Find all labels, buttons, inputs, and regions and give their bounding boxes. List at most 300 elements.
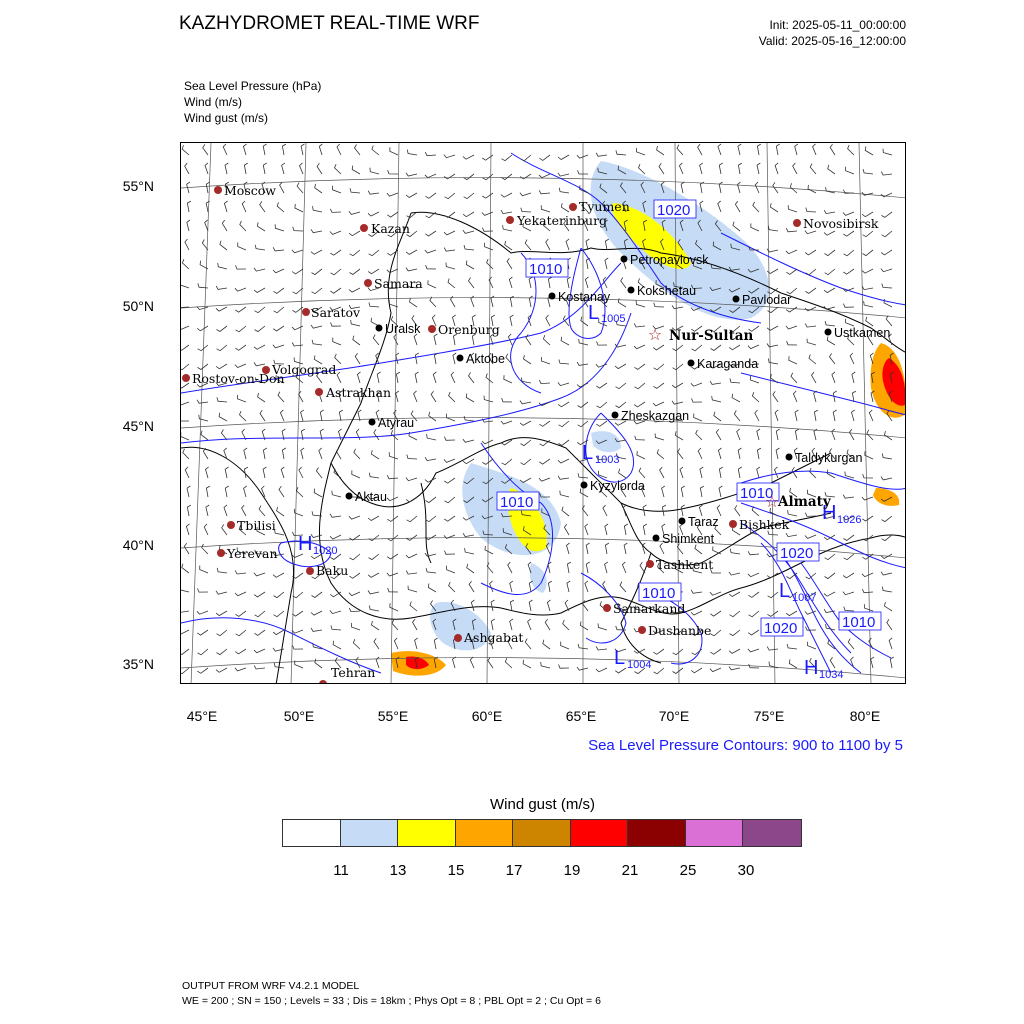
wind-barb [881,212,892,217]
wind-barb [330,288,341,293]
wind-barb [469,372,475,383]
contour-label: 1020 [764,620,798,637]
wind-barb [700,163,703,174]
wind-barb [509,277,512,288]
wind-barb [220,241,227,250]
city-almaty: Almaty [778,494,831,510]
wind-barb [224,505,227,516]
high-marker: H [298,533,313,555]
wind-barb [225,467,228,478]
wind-barb [605,524,608,535]
wind-barb [776,429,779,440]
wind-barb [621,277,626,288]
wind-barb [882,231,892,237]
wind-barb [293,288,303,294]
wind-barb [242,505,246,516]
wind-barb [732,394,740,402]
wind-barb [275,529,285,535]
wind-barb [275,224,284,231]
wind-barb [216,286,227,290]
wind-barb [282,163,285,174]
wind-barb [200,566,208,574]
wind-barb [355,145,361,156]
wind-barb [352,470,360,478]
wind-barb [297,183,303,193]
wind-barb [407,150,417,155]
wind-barb [301,144,304,155]
wind-barb [826,624,835,630]
wind-barb [672,383,683,388]
wind-barb [198,345,208,351]
wind-barb [297,487,304,497]
wind-barb [182,564,189,573]
wind-barb [292,269,303,274]
wind-barb [350,554,360,560]
wind-barb [672,401,683,404]
wind-barb [824,306,835,309]
wind-barb [368,591,379,594]
wind-barb [698,448,702,459]
wind-barb [465,548,474,554]
wind-barb [776,448,779,459]
wind-barb [197,326,208,331]
wind-barb [843,269,854,274]
wind-barb [337,372,341,383]
contour-label: 1020 [657,202,691,219]
wind-barb [698,144,702,155]
wind-barb [504,375,512,383]
wind-barb [387,193,398,196]
low-value: 1005 [601,313,626,325]
city-dushanbe: Dushanbe [648,623,712,638]
wind-barb [466,394,474,403]
wind-barb [719,163,722,174]
footer-model: OUTPUT FROM WRF V4.2.1 MODEL [182,980,360,992]
wind-barb [242,201,246,212]
city-tyumen: Tyumen [579,199,630,214]
wind-barb [767,647,778,651]
wind-barb [254,345,265,349]
wind-barb [254,649,265,653]
wind-barb [558,459,569,463]
wind-barb [757,448,761,459]
wind-barb [826,187,835,193]
wind-barb [292,250,303,253]
wind-barb [635,436,645,440]
wind-barb [539,380,550,384]
wind-barb [635,383,645,389]
lat-label-35: 35°N [122,656,154,672]
wind-barb [484,396,493,402]
wind-barb [182,145,189,155]
wind-barb [890,657,893,668]
wind-barb [716,429,721,440]
city-kokshetau: Kokshetau [637,284,697,298]
wind-barb [222,220,227,231]
wind-barb [615,364,626,369]
wind-barb [832,372,835,383]
wind-barb [863,474,873,478]
wind-barb [390,603,398,611]
wind-barb [426,497,437,503]
wind-barb [244,486,247,497]
wind-barb [559,360,569,365]
wind-barb [738,448,741,459]
wind-barb [406,535,417,540]
wind-barb [846,167,854,174]
wind-barb [281,467,284,478]
wind-barb [510,315,513,326]
wind-barb [349,516,360,519]
wind-barb [605,258,608,269]
legend-swatch [283,820,341,846]
legend-tick: 30 [737,862,755,879]
lon-label-50: 50°E [283,708,315,724]
wind-barb [616,402,627,408]
wind-barb [240,221,246,231]
wind-barb [501,421,512,424]
wind-barb [653,649,664,654]
wind-barb [332,491,341,497]
wind-barb [862,269,873,273]
wind-barb [368,573,379,577]
lat-label-50: 50°N [122,298,154,314]
wind-barb [598,623,607,630]
wind-barb [449,392,455,402]
city-shimkent: Shimkent [662,532,715,546]
wind-barb [350,269,361,275]
wind-barb [387,475,398,479]
wind-barb [339,410,342,421]
low-marker: L [779,580,791,602]
init-time: Init: 2025-05-11_00:00:00 [769,18,906,32]
wind-barb [217,345,227,351]
wind-barb [182,259,189,269]
wind-barb [757,144,760,155]
wind-barb [882,284,892,288]
wind-barb [425,250,436,253]
wind-barb [786,611,797,616]
wind-barb [640,562,645,573]
wind-barb [637,451,645,459]
city-uralsk: Uralsk [385,322,421,336]
high-marker: H [822,502,837,524]
wind-barb [444,155,455,158]
wind-barb [453,353,456,364]
wind-barb [825,269,835,275]
wind-barb [387,212,398,217]
field-label-wind: Wind (m/s) [184,95,242,109]
wind-barb [733,222,740,231]
wind-barb [254,592,265,597]
wind-barb [660,467,664,478]
legend-swatch [513,820,571,846]
wind-barb [254,630,265,635]
wind-barb [235,345,246,350]
wind-barb [389,452,398,459]
wind-barb [198,649,208,655]
city-baku: Baku [316,563,349,578]
wind-barb [546,239,550,250]
wind-barb [539,459,550,464]
wind-barb [548,277,552,288]
wind-barb [448,279,455,289]
wind-barb [748,345,759,349]
wind-barb [330,250,341,255]
wind-barb [501,210,512,213]
wind-barb [596,421,607,426]
city-ustkamen: Ustkamen [834,326,891,340]
city-moscow: Moscow [224,183,276,198]
wind-barb [814,410,817,421]
wind-barb [521,378,531,384]
wind-barb [295,204,303,212]
wind-barb [775,163,778,174]
wind-barb [490,581,493,592]
wind-barb [596,364,607,367]
city-volgograd: Volgograd [272,362,337,377]
wind-barb [710,649,721,654]
wind-barb [805,324,816,328]
wind-barb [634,323,645,327]
wind-barb [639,164,646,174]
wind-barb [387,250,398,255]
wind-barb [757,163,760,174]
city-kostanay: Kostanay [558,290,611,304]
wind-barb [445,497,455,503]
wind-barb [282,448,285,459]
wind-barb [844,554,854,560]
wind-barb [510,619,513,630]
wind-barb [561,337,569,345]
wind-barb [483,174,493,180]
wind-barb [181,304,189,308]
city-aktau: Aktau [355,490,387,504]
wind-barb [580,621,588,630]
city-taraz: Taraz [688,515,719,529]
wind-barb [634,345,645,349]
high-value: 1034 [819,669,844,681]
legend-swatch [456,820,514,846]
wind-barb [353,336,360,345]
wind-barb [881,172,892,176]
wind-barb [805,288,816,293]
wind-barb [805,535,816,538]
wind-barb [463,212,474,217]
wind-barb [408,586,417,592]
wind-barb [243,144,246,155]
wind-barb [757,467,760,478]
wind-barb [221,430,227,441]
city-taldykurgan: Taldykurgan [795,451,863,465]
wind-barb [185,239,189,250]
wind-barb [349,573,360,578]
wind-barb [502,459,512,465]
valid-time: Valid: 2025-05-16_12:00:00 [758,34,906,48]
wind-barb [624,524,627,535]
wind-barb [789,659,797,668]
wind-barb [810,164,816,174]
city-ashgabat: Ashgabat [464,630,524,645]
wind-barb [311,250,322,254]
wind-barb [181,281,189,288]
wind-barb [659,163,664,174]
wind-barb [864,301,873,307]
city-saratov: Saratov [311,305,361,320]
wind-barb [320,410,323,421]
wind-barb [548,562,551,573]
wind-barb [394,638,398,649]
wind-barb [463,459,474,464]
wind-barb [654,303,664,307]
wind-barb [729,649,740,653]
legend-tick: 21 [621,862,639,879]
wind-barb [679,163,683,174]
lon-label-60: 60°E [471,708,503,724]
wind-barb [734,411,740,422]
wind-barb [845,472,854,478]
wind-barb [197,611,208,614]
wind-barb [605,543,609,554]
wind-barb [433,372,436,383]
wind-barb [748,573,759,577]
wind-barb [810,468,816,478]
wind-barb [464,416,474,421]
wind-barb [407,516,417,522]
wind-barb [580,489,588,497]
wind-barb [585,524,588,535]
wind-barb [315,184,322,193]
wind-barb [406,571,417,575]
wind-barb [548,581,551,592]
wind-barb [279,486,284,497]
lat-label-40: 40°N [122,537,154,553]
wind-barb [767,611,778,616]
contour-note: Sea Level Pressure Contours: 900 to 1100 by 5 [588,737,903,754]
wind-barb [541,205,550,212]
wind-barb [700,182,704,193]
wind-barb [184,543,189,554]
wind-barb [833,410,836,421]
wind-barb [205,220,208,231]
wind-barb [235,307,246,312]
wind-barb [371,450,379,459]
wind-barb [187,201,191,212]
wind-barb [313,206,323,212]
wind-barb [464,174,475,180]
wind-barb [377,372,380,383]
wind-barb [563,620,569,630]
wind-barb [738,144,741,155]
wind-barb [786,269,797,274]
wind-barb [529,600,532,611]
wind-barb [353,639,360,649]
wind-barb [293,645,304,649]
wind-barb [808,185,816,193]
wind-barb [558,440,569,446]
wind-barb [369,473,379,478]
wind-barb [446,263,455,269]
wind-barb [206,467,209,478]
wind-barb [406,250,417,254]
wind-barb [396,353,399,364]
wind-barb [539,155,550,160]
wind-barb [597,341,608,345]
wind-barb [426,516,436,522]
wind-barb [254,573,265,576]
high-marker: H [804,657,819,679]
wind-barb [444,551,455,555]
wind-barb [843,231,854,236]
wind-barb [558,476,569,480]
wind-barb [485,546,493,554]
contour-label: 1010 [642,585,676,602]
wind-barb [292,343,303,347]
wind-barb [451,372,455,383]
wind-barb [637,148,646,155]
wind-barb [217,630,228,636]
wind-barb [368,212,379,216]
wind-barb [729,592,740,597]
wind-barb [546,315,550,326]
wind-barb [351,320,360,326]
wind-barb [197,668,208,673]
wind-barb [657,449,664,459]
wind-barb [619,469,626,478]
wind-barb [447,566,455,573]
wind-barb [350,250,360,256]
wind-barb [719,467,722,478]
wind-barb [301,410,304,421]
wind-barb [413,619,418,630]
wind-barb [695,545,702,554]
wind-barb [558,382,569,385]
wind-barb [755,410,759,421]
wind-barb [786,250,797,254]
wind-barb [807,339,816,345]
wind-barb [806,627,817,631]
wind-barb [255,611,265,617]
wind-barb [673,649,683,655]
wind-barb [885,602,893,611]
wind-barb [273,573,284,577]
wind-barb [425,193,436,198]
wind-barb [425,152,436,156]
wind-barb [825,250,836,256]
wind-barb [830,353,836,364]
wind-barb [312,269,323,275]
wind-barb [773,391,778,402]
wind-barb [748,649,759,652]
wind-barb [319,448,322,459]
wind-barb [426,265,436,269]
wind-barb [278,392,284,402]
wind-barb [793,391,797,402]
weather-map [181,143,906,684]
wind-barb [406,554,417,558]
wind-barb [547,600,550,611]
wind-barb [187,220,190,231]
wind-barb [510,600,514,611]
wind-barb [469,277,475,288]
wind-barb [786,228,797,232]
wind-barb [444,231,455,235]
wind-barb [349,288,360,292]
wind-barb [369,535,380,541]
wind-barb [280,410,284,421]
wind-barb [795,429,798,440]
wind-barb [718,448,721,459]
